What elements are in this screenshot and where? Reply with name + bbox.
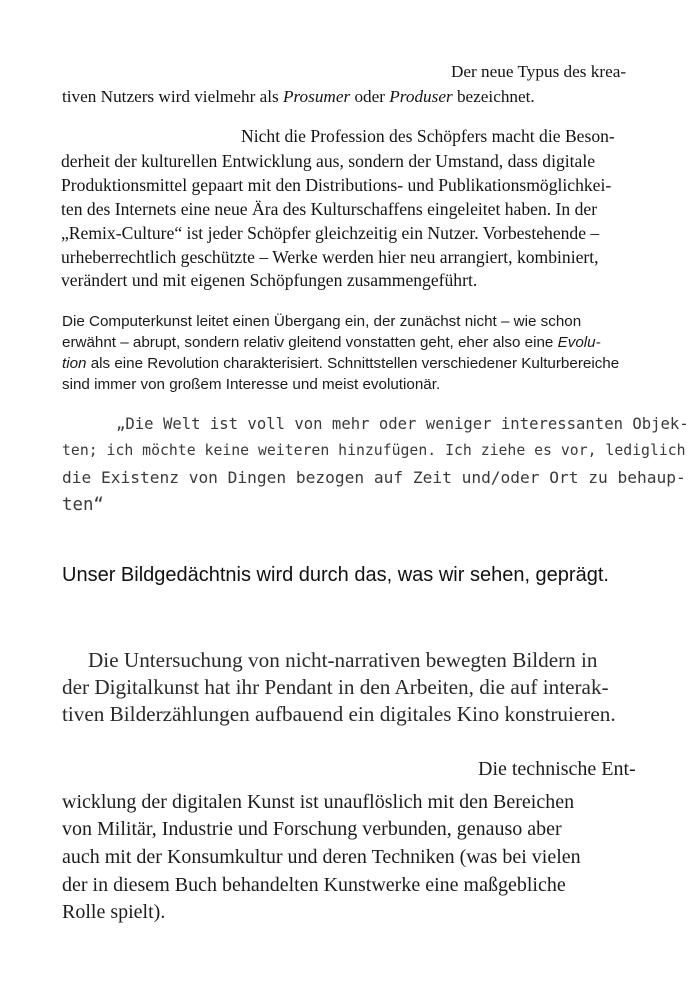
technik-line-4: auch mit der Konsumkultur und deren Techniken (was bei vielen — [62, 846, 581, 868]
computerkunst-line-3 — [62, 355, 619, 372]
prosumer-line-2-end: bezeichnet. — [452, 87, 535, 106]
technik-line-5: der in diesem Buch behandelten Kunstwerke eine maßgebliche — [62, 874, 566, 896]
bildgedaechtnis-line: Unser Bildgedächtnis wird durch das, was wir sehen, geprägt. — [62, 564, 609, 586]
computerkunst-line-3-text: als eine Revolution charakterisiert. Schnittstellen verschiedener Kulturbereiche — [86, 355, 620, 372]
quote-line-3: die Existenz von Dingen bezogen auf Zeit und/oder Ort zu behaup- — [62, 468, 686, 487]
prosumer-line-2-start: tiven Nutzers wird vielmehr als — [62, 87, 283, 106]
quote-line-1: „Die Welt ist voll von mehr oder weniger interessanten Objek- — [116, 415, 689, 433]
untersuchung-line-2: der Digitalkunst hat ihr Pendant in den Arbeiten, die auf interak- — [62, 675, 609, 699]
technik-line-3: von Militär, Industrie und Forschung verbunden, genauso aber — [62, 818, 562, 840]
prosumer-connector: oder — [350, 87, 390, 106]
term-evolution-part-1: Evolu- — [557, 334, 601, 351]
untersuchung-line-1: Die Untersuchung von nicht-narrativen bewegten Bildern in — [88, 648, 598, 672]
term-evolution-part-2: tion — [62, 355, 87, 372]
remix-line-5: „Remix-Culture“ ist jeder Schöpfer gleichzeitig ein Nutzer. Vorbestehende – — [61, 223, 600, 243]
technik-line-1: Die technische Ent- — [478, 758, 636, 780]
quote-line-2: ten; ich möchte keine weiteren hinzufügen. Ich ziehe es vor, lediglich — [62, 442, 686, 459]
remix-line-7: verändert und mit eigenen Schöpfungen zusammengeführt. — [61, 270, 478, 290]
quote-line-4: ten“ — [62, 495, 104, 515]
computerkunst-line-1: Die Computerkunst leitet einen Übergang ein, der zunächst nicht – wie schon — [62, 313, 582, 330]
computerkunst-line-2 — [62, 334, 601, 351]
remix-line-4: ten des Internets eine neue Ära des Kulturschaffens eingeleitet haben. In der — [61, 199, 598, 219]
remix-line-1: Nicht die Profession des Schöpfers macht die Beson- — [241, 126, 615, 146]
technik-line-2: wicklung der digitalen Kunst ist unauflöslich mit den Bereichen — [62, 791, 575, 813]
remix-line-6: urheberrechtlich geschützte – Werke werden hier neu arrangiert, kombiniert, — [61, 247, 599, 267]
term-prosumer: Prosumer — [283, 87, 351, 106]
remix-line-2: derheit der kulturellen Entwicklung aus, sondern der Umstand, dass digitale — [61, 151, 596, 171]
prosumer-line-2 — [62, 87, 535, 107]
term-produser: Produser — [389, 87, 453, 106]
computerkunst-line-4: sind immer von großem Interesse und meist evolutionär. — [62, 376, 441, 393]
technik-line-6: Rolle spielt). — [62, 901, 166, 923]
remix-line-3: Produktionsmittel gepaart mit den Distributions- und Publikationsmöglichkei- — [61, 175, 612, 195]
untersuchung-line-3: tiven Bilderzählungen aufbauend ein digitales Kino konstruieren. — [62, 702, 616, 726]
computerkunst-line-2-text: erwähnt – abrupt, sondern relativ gleitend vonstatten geht, eher also eine — [62, 334, 558, 351]
prosumer-line-1: Der neue Typus des krea- — [451, 62, 627, 81]
